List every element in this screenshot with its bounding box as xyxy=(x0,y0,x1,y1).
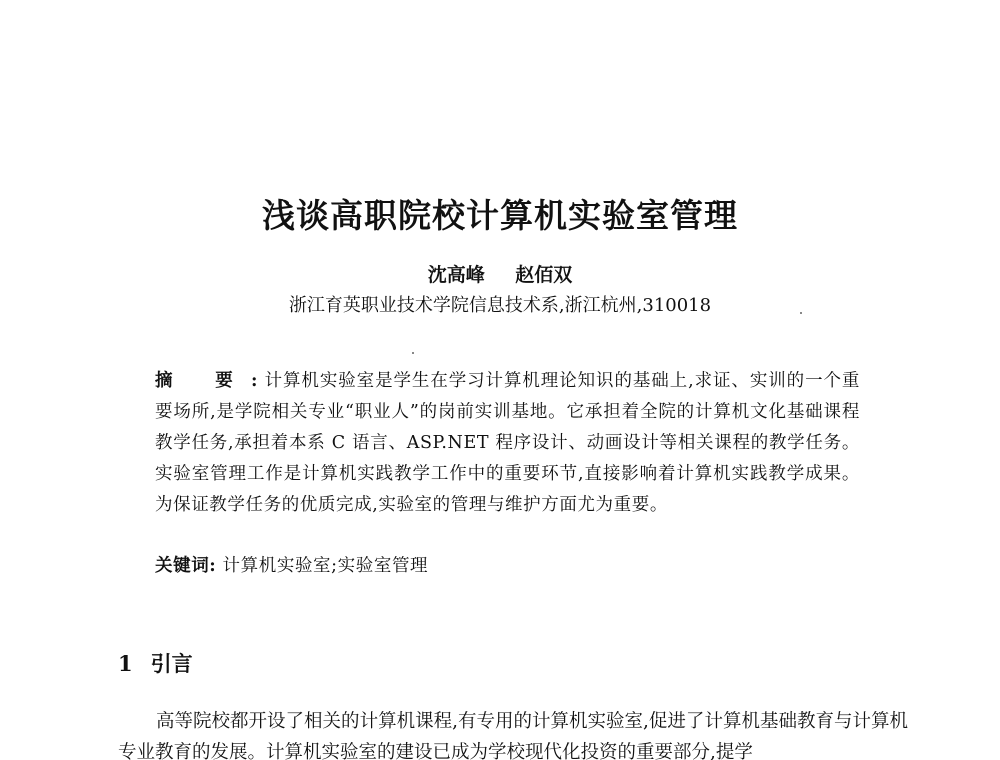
abstract-text: 计算机实验室是学生在学习计算机理论知识的基础上,求证、实训的一个重要场所,是学院相关专业“职业人”的岗前实训基地。它承担着全院的计算机文化基础课程教学任务,承担着本系 C 语言、ASP.NET 程序设计、动画设计等相关课程的教学任务。实验室管理工作是计算机实践教学工作中的重要环节,直接影响着计算机实践教学成果。为保证教学任务的优质完成,实验室的管理与维护方面尤为重要。 xyxy=(155,371,860,515)
paper-title: 浅谈高职院校计算机实验室管理 xyxy=(262,196,738,235)
section-title: 引言 xyxy=(150,651,193,676)
keywords-block xyxy=(155,552,860,577)
abstract-block xyxy=(155,366,860,521)
abstract-label: 摘 要 xyxy=(155,371,252,391)
section-heading xyxy=(118,648,193,678)
scan-speck xyxy=(800,312,802,314)
keywords-text: 计算机实验室;实验室管理 xyxy=(222,556,429,576)
section-number: 1 xyxy=(118,651,133,676)
body-paragraph: 高等院校都开设了相关的计算机课程,有专用的计算机实验室,促进了计算机基础教育与计算机专业教育的发展。计算机实验室的建设已成为学校现代化投资的重要部分,提学 xyxy=(118,711,908,760)
scan-speck xyxy=(412,352,414,354)
paper-authors: 沈高峰 赵佰双 xyxy=(427,264,573,286)
abstract-label-colon: : xyxy=(251,371,259,391)
keywords-label: 关键词: xyxy=(155,556,217,576)
paper-affiliation: 浙江育英职业技术学院信息技术系,浙江杭州,310018 xyxy=(288,295,712,316)
